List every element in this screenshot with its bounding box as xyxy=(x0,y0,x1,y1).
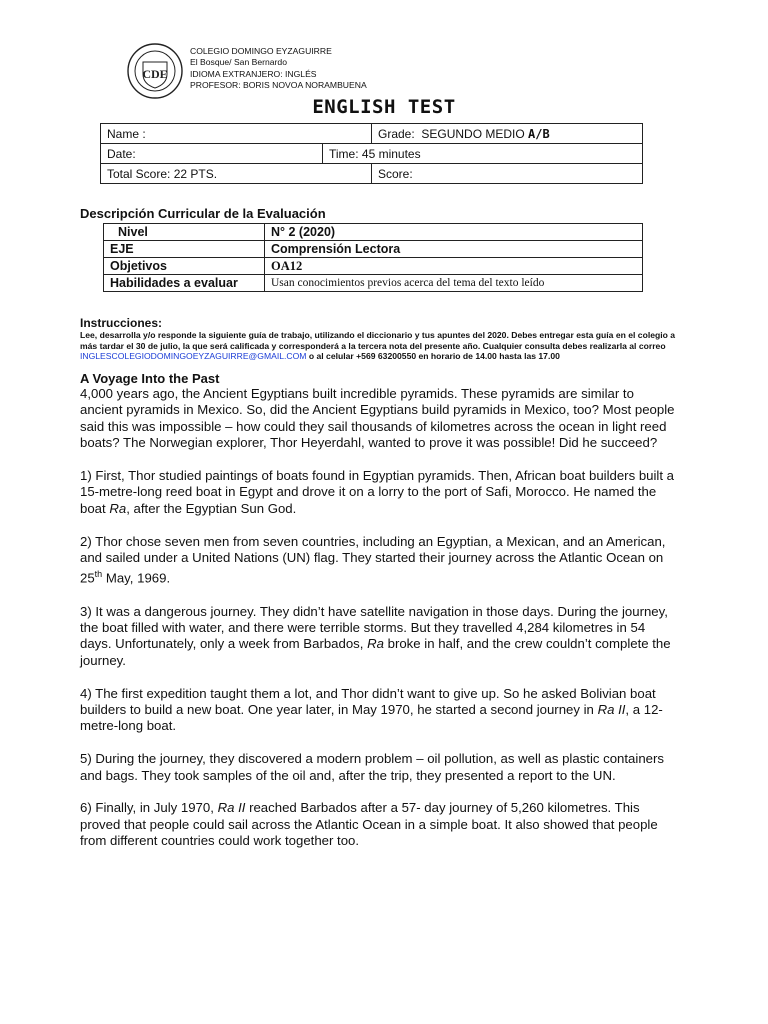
school-location: El Bosque/ San Bernardo xyxy=(190,57,287,68)
curriculum-heading: Descripción Curricular de la Evaluación xyxy=(80,206,326,221)
instructions-text: Lee, desarrolla y/o responde la siguiente guía de trabajo, utilizando el diccionario y tus apuntes del 2020. Debes entregar esta guía en el colegio a más tardar el 30 de julio, la que será calificada y corresponderá a la tercera nota del presente año. Cualquier consulta debes realizarla al correo INGLESCOLEGIODOMINGOEYZAGUIRRE@GMAIL.COM o al celular +569 63200550 en horario de 14.00 hasta las 17.00 xyxy=(80,330,676,362)
date-field[interactable]: Date: xyxy=(101,144,323,164)
paragraph-4: 4) The first expedition taught them a lot, and Thor didn’t want to give up. So he asked Bolivian boat builders to build a new boat. One year later, in May 1970, he started a second journey in Ra II, a 12-metre-long boat. xyxy=(80,685,663,734)
grade-cell: Grade: SEGUNDO MEDIO A/B xyxy=(372,124,643,144)
paragraph-6: 6) Finally, in July 1970, Ra II reached Barbados after a 57- day journey of 5,260 kilometres. This proved that people could sail across the Atlantic Ocean in a simple boat. It also showed that people from different countries could work together too. xyxy=(80,800,658,849)
curriculum-value: Comprensión Lectora xyxy=(265,241,643,258)
curriculum-value: N° 2 (2020) xyxy=(265,224,643,241)
school-teacher: PROFESOR: BORIS NOVOA NORAMBUENA xyxy=(190,80,367,91)
paragraph-5: 5) During the journey, they discovered a modern problem – oil pollution, as well as plastic containers and bags. They took samples of the oil and, after the trip, they presented a report to the UN. xyxy=(80,751,664,783)
school-name: COLEGIO DOMINGO EYZAGUIRRE xyxy=(190,46,332,56)
page-title: ENGLISH TEST xyxy=(312,96,456,118)
curriculum-label: Nivel xyxy=(104,224,265,241)
curriculum-label: EJE xyxy=(104,241,265,258)
instructions-heading: Instrucciones: xyxy=(80,316,163,330)
logo-text: CDE xyxy=(142,67,168,81)
paragraph-1: 1) First, Thor studied paintings of boats found in Egyptian pyramids. Then, African boat builders built a 15-metre-long reed boat in Egypt and drove it on a lorry to the port of Safi, Morocco. He named the boat Ra, after the Egyptian Sun God. xyxy=(80,468,675,516)
paragraph-3: 3) It was a dangerous journey. They didn’t have satellite navigation in those days. During the journey, the boat filled with water, and there were terrible storms. But they travelled 4,284 kilometres in 54 days. Unfortunately, only a week from Barbados, Ra broke in half, and the crew couldn’t complete the journey. xyxy=(80,603,671,668)
time-cell: Time: 45 minutes xyxy=(323,144,643,164)
school-logo xyxy=(126,42,184,100)
curriculum-label: Objetivos xyxy=(104,258,265,275)
curriculum-value: OA12 xyxy=(265,258,643,275)
student-info-table xyxy=(100,123,643,184)
curriculum-label: Habilidades a evaluar xyxy=(104,275,265,292)
email-link[interactable]: INGLESCOLEGIODOMINGOEYZAGUIRRE@GMAIL.COM xyxy=(80,351,307,362)
school-subject: IDIOMA EXTRANJERO: INGLÉS xyxy=(190,68,317,79)
paragraph-2: 2) Thor chose seven men from seven countries, including an Egyptian, a Mexican, and an American, and sailed under a United Nations (UN) flag. They started their journey across the Atlantic Ocean on 25th May, 1969. xyxy=(80,533,666,586)
paragraph-intro: 4,000 years ago, the Ancient Egyptians built incredible pyramids. These pyramids are similar to ancient pyramids in Mexico. So, did the Ancient Egyptians build pyramids in Mexico, too? Most people said this was impossible – how could they sail thousands of kilometres across the ocean in light reed boats? The Norwegian explorer, Thor Heyerdahl, wanted to prove it was possible! Did he succeed? xyxy=(80,386,675,451)
score-field[interactable]: Score: xyxy=(372,164,643,184)
name-field[interactable]: Name : xyxy=(101,124,372,144)
reading-title: A Voyage Into the Past xyxy=(80,371,220,386)
reading-text xyxy=(80,386,675,866)
school-header xyxy=(190,46,367,92)
curriculum-value: Usan conocimientos previos acerca del tema del texto leído xyxy=(265,275,643,292)
total-score-cell: Total Score: 22 PTS. xyxy=(101,164,372,184)
curriculum-table xyxy=(103,223,643,292)
